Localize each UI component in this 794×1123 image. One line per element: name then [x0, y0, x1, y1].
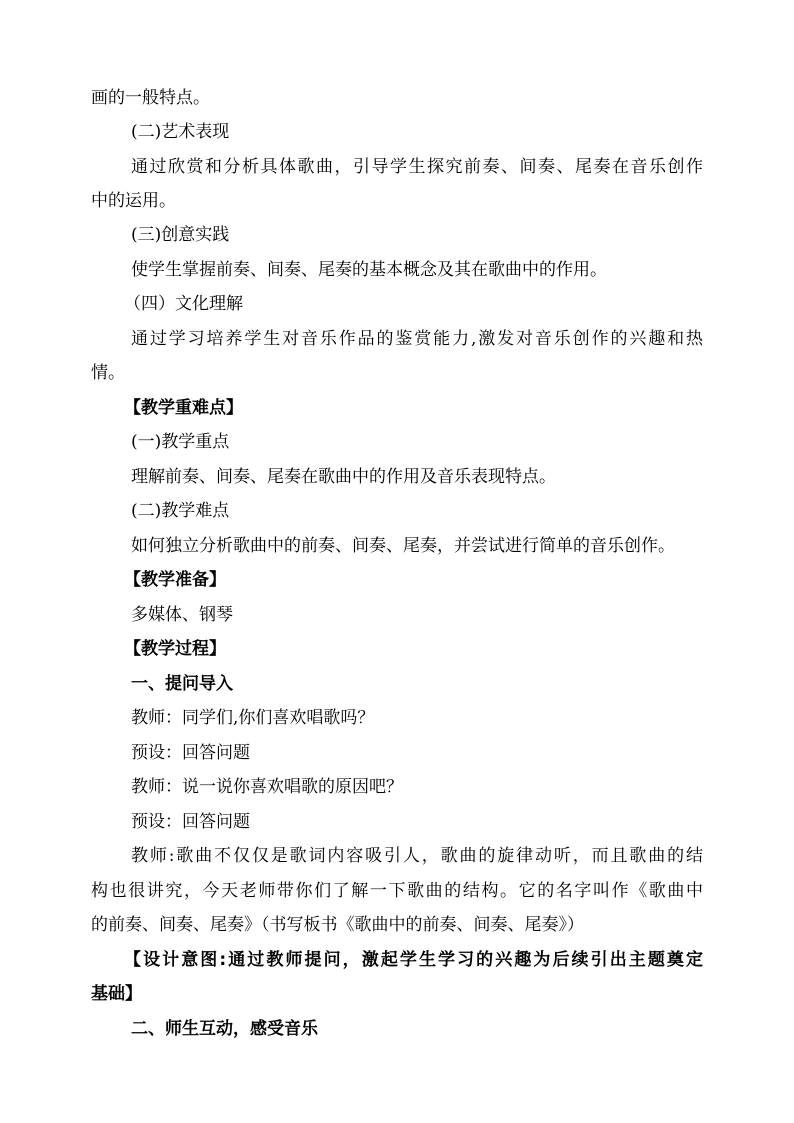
- section-heading-teaching-process: 【教学过程】: [124, 639, 226, 659]
- section-heading-preparation: 【教学准备】: [124, 570, 226, 590]
- heading-creative-practice: (三)创意实践: [131, 225, 230, 245]
- heading-artistic-expression: (二)艺术表现: [131, 122, 230, 142]
- paragraph-creative-practice: 使学生掌握前奏、间奏、尾奏的基本概念及其在歌曲中的作用。: [131, 260, 607, 280]
- dialogue-teacher-3-line-1: 教师:歌曲不仅仅是歌词内容吸引人，歌曲的旋律动听，而且歌曲的结: [131, 846, 703, 866]
- subheading-teaching-focus: (一)教学重点: [131, 432, 230, 452]
- dialogue-preset-2: 预设：回答问题: [131, 812, 250, 832]
- dialogue-teacher-1: 教师：同学们,你们喜欢唱歌吗？: [131, 708, 375, 728]
- paragraph-cultural-understanding-line-1: 通过学习培养学生对音乐作品的鉴赏能力,激发对音乐创作的兴趣和热: [131, 329, 703, 349]
- dialogue-teacher-3-line-2: 构也很讲究，今天老师带你们了解一下歌曲的结构。它的名字叫作《歌曲中: [91, 881, 703, 901]
- heading-teacher-student-interaction: 二、师生互动，感受音乐: [131, 1019, 318, 1039]
- paragraph-teaching-difficulty: 如何独立分析歌曲中的前奏、间奏、尾奏，并尝试进行简单的音乐创作。: [131, 536, 675, 556]
- heading-cultural-understanding: （四）文化理解: [124, 294, 243, 314]
- paragraph-artistic-expression-line-2: 中的运用。: [91, 191, 176, 211]
- text-line-continuation: 画的一般特点。: [91, 88, 210, 108]
- paragraph-teaching-focus: 理解前奏、间奏、尾奏在歌曲中的作用及音乐表现特点。: [131, 467, 556, 487]
- dialogue-preset-1: 预设：回答问题: [131, 743, 250, 763]
- subheading-teaching-difficulty: (二)教学难点: [131, 501, 230, 521]
- design-intent-line-1: 【设计意图:通过教师提问，激起学生学习的兴趣为后续引出主题奠定: [124, 950, 703, 970]
- section-heading-key-points: 【教学重难点】: [124, 398, 243, 418]
- heading-question-intro: 一、提问导入: [131, 674, 233, 694]
- dialogue-teacher-3-line-3: 的前奏、间奏、尾奏》（书写板书《歌曲中的前奏、间奏、尾奏》）: [91, 915, 584, 935]
- dialogue-teacher-2: 教师：说一说你喜欢唱歌的原因吧？: [131, 777, 403, 797]
- paragraph-cultural-understanding-line-2: 情。: [91, 363, 125, 383]
- paragraph-artistic-expression-line-1: 通过欣赏和分析具体歌曲，引导学生探究前奏、间奏、尾奏在音乐创作: [131, 157, 703, 177]
- paragraph-preparation: 多媒体、钢琴: [131, 605, 233, 625]
- design-intent-line-2: 基础】: [91, 984, 142, 1004]
